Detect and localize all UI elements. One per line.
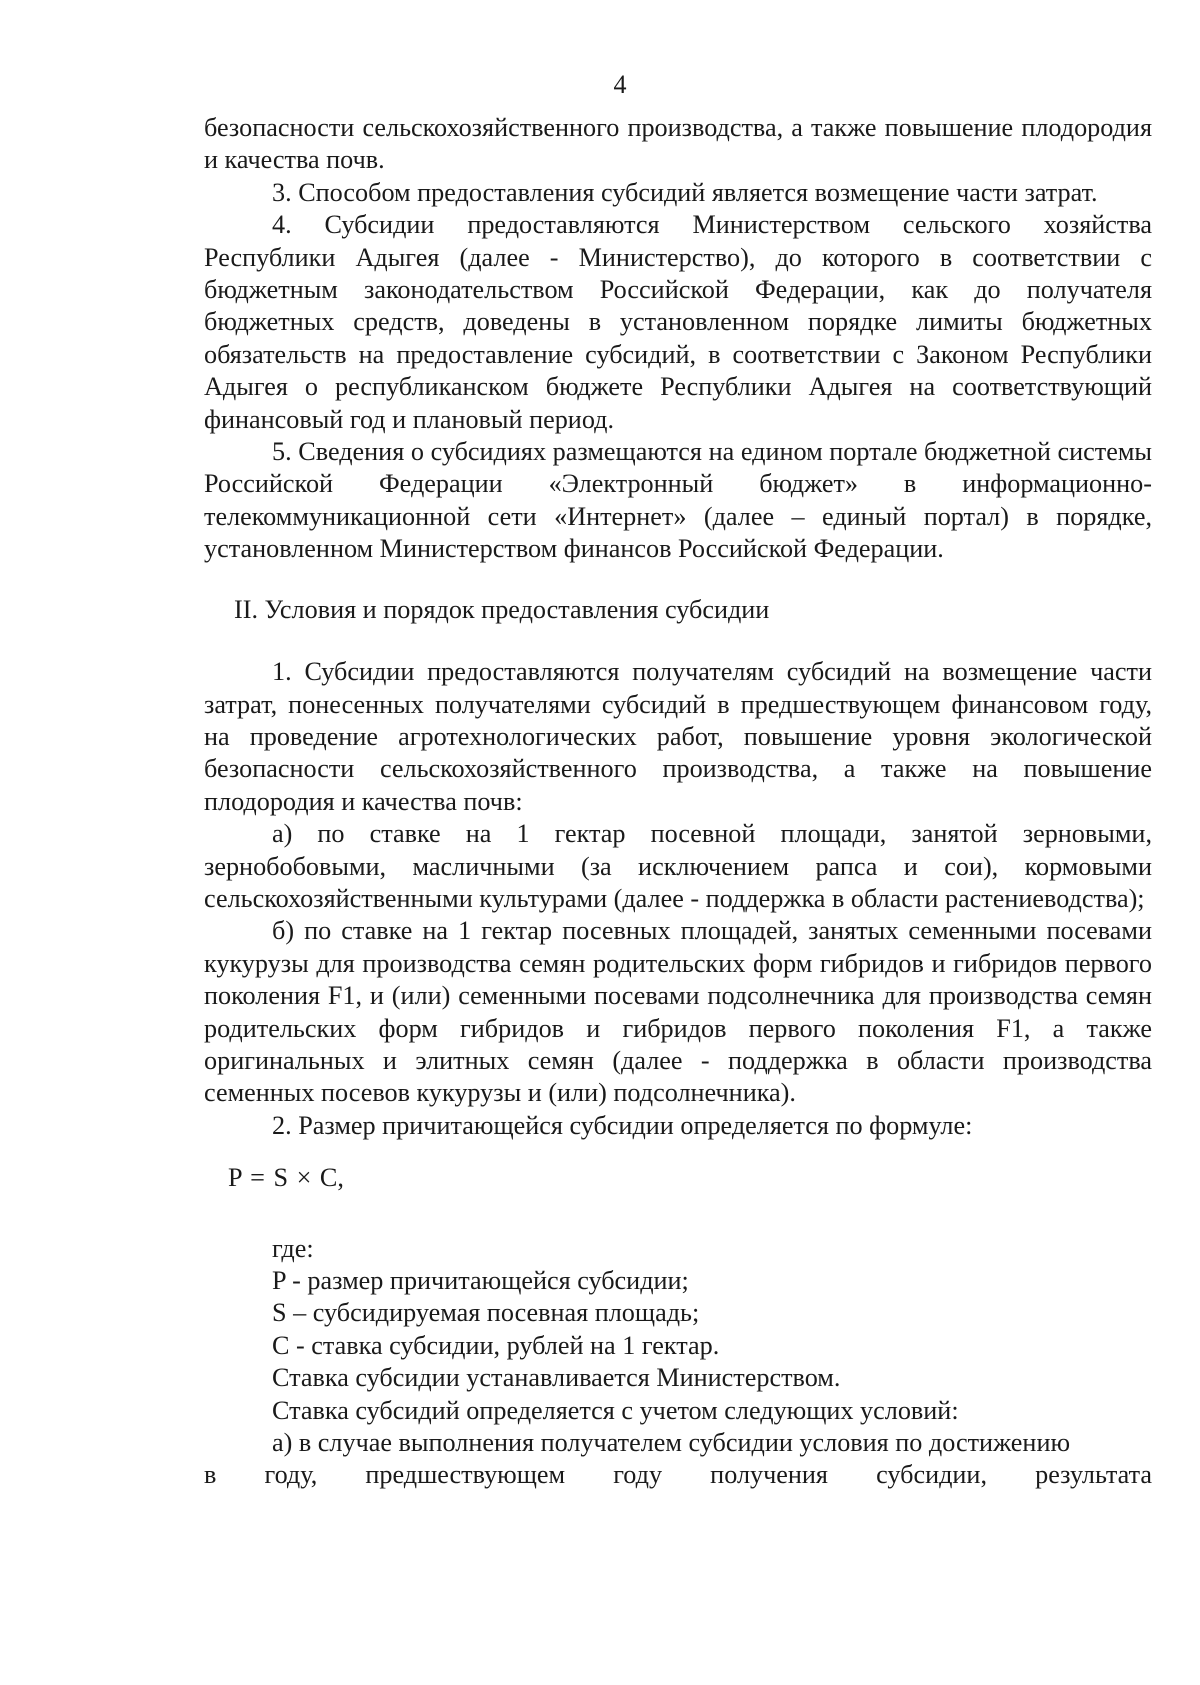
- formula: P = S × C,: [228, 1163, 344, 1193]
- rate-set-text: Ставка субсидии устанавливается Министерством.: [272, 1363, 841, 1393]
- paragraph-5: 5. Сведения о субсидиях размещаются на едином портале бюджетной системы Российской Федерации «Электронный бюджет» в информационно-телекоммуникационной сети «Интернет» (далее – единый портал) в порядке, установленном Министерством финансов Российской Федерации.: [204, 437, 1152, 564]
- page-number: 4: [613, 70, 627, 99]
- document-body: [204, 112, 1152, 1492]
- condition-a-line-2: в году, предшествующем году получения субсидии, результата: [204, 1460, 1152, 1490]
- definition-p: P - размер причитающейся субсидии;: [272, 1266, 689, 1295]
- section2-paragraph-1: 1. Субсидии предоставляются получателям субсидий на возмещение части затрат, понесенных получателями субсидий в предшествующем финансовом году, на проведение агротехнологических работ, повышение уровня экологической безопасности сельскохозяйственного производства, а также на повышение плодородия и качества почв:: [204, 657, 1152, 816]
- definition-s: S – субсидируемая посевная площадь;: [272, 1298, 700, 1328]
- section2-item-a: а) по ставке на 1 гектар посевной площади, занятой зерновыми, зернобобовыми, масличными (за исключением рапса и сои), кормовыми сельскохозяйственными культурами (далее - поддержка в области растениеводства);: [204, 819, 1152, 913]
- section-heading: II. Условия и порядок предоставления субсидии: [234, 594, 770, 624]
- paragraph-continuation: безопасности сельскохозяйственного производства, а также повышение плодородия и качества почв.: [204, 113, 1152, 175]
- where-label: где:: [272, 1233, 314, 1263]
- section2-item-b: б) по ставке на 1 гектар посевных площадей, занятых семенными посевами кукурузы для производства семян родительских форм гибридов и гибридов первого поколения F1, и (или) семенными посевами подсолнечника для производства семян родительских форм гибридов и гибридов первого поколения F1, а также оригинальных и элитных семян (далее - поддержка в области производства семенных посевов кукурузы и (или) подсолнечника).: [204, 916, 1152, 1108]
- paragraph-3: 3. Способом предоставления субсидий является возмещение части затрат.: [272, 177, 1098, 207]
- section2-paragraph-2: 2. Размер причитающейся субсидии определяется по формуле:: [272, 1110, 973, 1140]
- condition-a-line-1: а) в случае выполнения получателем субсидии условия по достижению: [272, 1428, 1071, 1458]
- paragraph-4: 4. Субсидии предоставляются Министерством сельского хозяйства Республики Адыгея (далее - Министерство), до которого в соответствии с бюджетным законодательством Российской Федерации, как до получателя бюджетных средств, доведены в установленном порядке лимиты бюджетных обязательств на предоставление субсидий, в соответствии с Законом Республики Адыгея о республиканском бюджете Республики Адыгея на соответствующий финансовый год и плановый период.: [204, 210, 1152, 434]
- definition-c: C - ставка субсидии, рублей на 1 гектар.: [272, 1330, 720, 1360]
- rate-conditions-text: Ставка субсидий определяется с учетом следующих условий:: [272, 1395, 959, 1425]
